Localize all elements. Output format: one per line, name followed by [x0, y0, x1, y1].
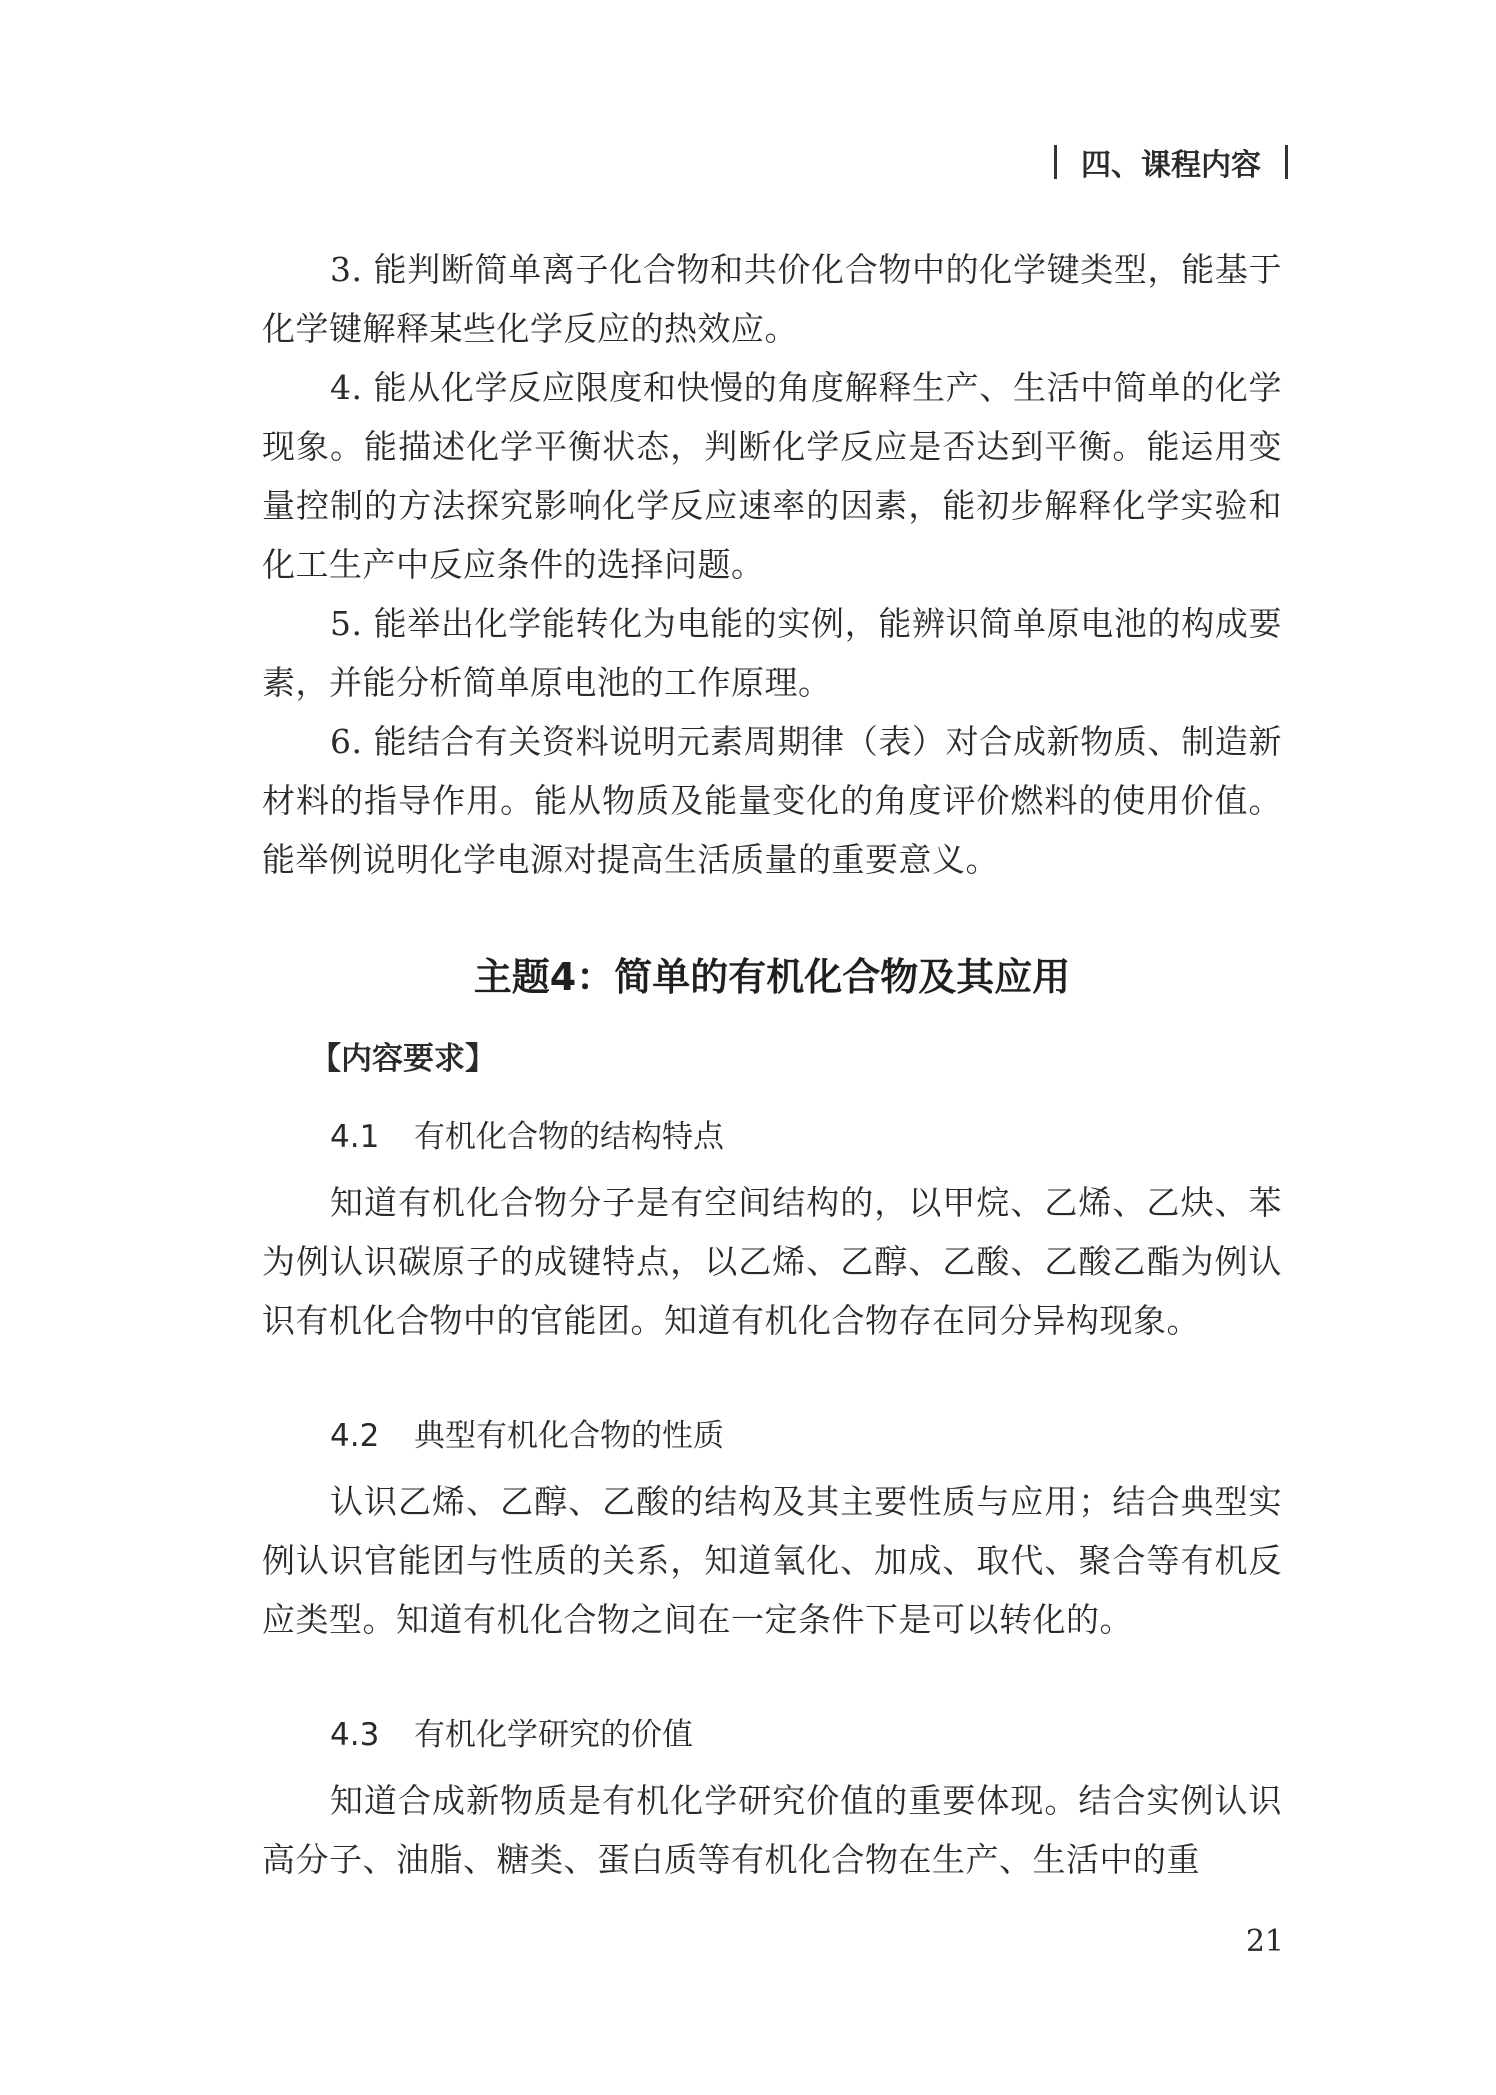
- section-heading-4-3: [262, 1707, 1282, 1763]
- section-title: 有机化学研究的价值: [414, 1717, 693, 1753]
- header-left-rule: [1054, 145, 1057, 179]
- topic-title: 主题4：简单的有机化合物及其应用: [473, 955, 1071, 999]
- paragraph-item-3: 3. 能判断简单离子化合物和共价化合物中的化学键类型，能基于化学键解释某些化学反应的热效应。: [262, 250, 1282, 348]
- section-number: 4.2: [330, 1418, 380, 1454]
- content-requirements-label: 【内容要求】: [310, 1041, 496, 1077]
- section-title: 有机化合物的结构特点: [414, 1119, 724, 1155]
- paragraph-item-6: 6. 能结合有关资料说明元素周期律（表）对合成新物质、制造新材料的指导作用。能从物质及能量变化的角度评价燃料的使用价值。能举例说明化学电源对提高生活质量的重要意义。: [262, 722, 1282, 879]
- section-title: 典型有机化合物的性质: [414, 1418, 724, 1454]
- section-number: 4.3: [330, 1717, 380, 1753]
- header-right-rule: [1285, 145, 1288, 179]
- section-number: 4.1: [330, 1119, 380, 1155]
- header-section-title: 四、课程内容: [1081, 148, 1261, 183]
- paragraph-item-5: 5. 能举出化学能转化为电能的实例，能辨识简单原电池的构成要素，并能分析简单原电池的工作原理。: [262, 604, 1282, 702]
- section-body-4-1: 知道有机化合物分子是有空间结构的，以甲烷、乙烯、乙炔、苯为例认识碳原子的成键特点，以乙烯、乙醇、乙酸、乙酸乙酯为例认识有机化合物中的官能团。知道有机化合物存在同分异构现象。: [262, 1183, 1282, 1340]
- paragraph-item-4: 4. 能从化学反应限度和快慢的角度解释生产、生活中简单的化学现象。能描述化学平衡状态，判断化学反应是否达到平衡。能运用变量控制的方法探究影响化学反应速率的因素，能初步解释化学实验和化工生产中反应条件的选择问题。: [262, 368, 1282, 584]
- section-body-4-3: 知道合成新物质是有机化学研究价值的重要体现。结合实例认识高分子、油脂、糖类、蛋白质等有机化合物在生产、生活中的重: [262, 1781, 1282, 1879]
- page-number: 21: [1245, 1924, 1284, 1959]
- section-heading-4-2: [262, 1408, 1282, 1464]
- section-heading-4-1: [262, 1109, 1282, 1165]
- body-column: [262, 240, 1282, 1889]
- section-body-4-2: 认识乙烯、乙醇、乙酸的结构及其主要性质与应用；结合典型实例认识官能团与性质的关系，知道氧化、加成、取代、聚合等有机反应类型。知道有机化合物之间在一定条件下是可以转化的。: [262, 1482, 1282, 1639]
- running-header: [1054, 140, 1288, 184]
